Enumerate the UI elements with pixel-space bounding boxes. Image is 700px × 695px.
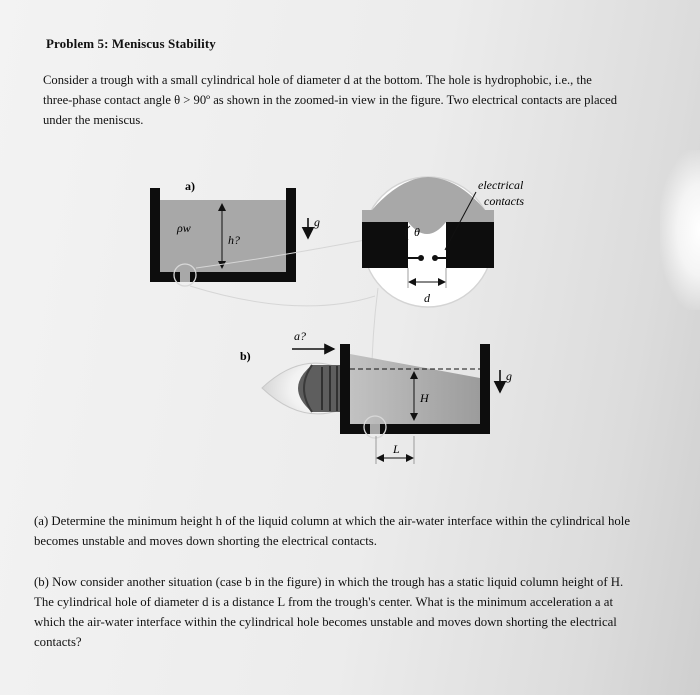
question-a: (a) Determine the minimum height h of the liquid column at which the air-water interface within the cylindrical hole becomes unstable and moves down shorting the electrical contacts. bbox=[34, 514, 631, 548]
density-label: ρw bbox=[177, 221, 191, 235]
h-label: h? bbox=[228, 233, 240, 247]
trough-a-left-wall bbox=[150, 188, 160, 282]
gravity-label-a: g bbox=[314, 215, 320, 229]
zoom-water bbox=[372, 177, 485, 210]
gravity-label-b: g bbox=[506, 369, 512, 383]
trough-b bbox=[340, 344, 490, 438]
contact-left bbox=[418, 255, 424, 261]
water-b bbox=[350, 354, 480, 424]
problem-title: Problem 5: Meniscus Stability bbox=[46, 36, 216, 51]
contacts-label: contacts bbox=[484, 194, 524, 208]
L-label: L bbox=[393, 442, 400, 456]
trough-a bbox=[150, 188, 296, 286]
hole-a bbox=[180, 272, 190, 282]
question-b: (b) Now consider another situation (case b in the figure) in which the trough has a static liquid column height of H. The cylindrical hole of diameter d is a distance L from the trough's center. What is the minimum acceleration a at which the air-water interface within the cylindrical hole becomes unstable and moves down shorting the electrical contacts? bbox=[34, 575, 624, 649]
trough-b-bottom bbox=[340, 424, 490, 434]
hole-b bbox=[370, 424, 380, 434]
trough-a-right-wall bbox=[286, 188, 296, 282]
intro-paragraph: Consider a trough with a small cylindrical hole of diameter d at the bottom. The hole is hydrophobic, i.e., the three-phase contact angle θ > 90º as shown in the zoomed-in view in the figure. Two electrical contacts are placed under the meniscus. bbox=[43, 73, 618, 127]
figure-label-b: b) bbox=[240, 349, 251, 363]
zoom-left-block bbox=[362, 222, 408, 268]
theta-label: θ bbox=[414, 225, 420, 239]
contact-right bbox=[432, 255, 438, 261]
zoom-right-block bbox=[446, 222, 494, 268]
rocket bbox=[262, 363, 342, 414]
page-edge-highlight bbox=[660, 150, 700, 310]
H-label: H bbox=[420, 391, 429, 405]
trough-b-left-wall bbox=[340, 344, 350, 434]
zoom-view bbox=[362, 177, 494, 307]
zoom-connector-lower bbox=[190, 286, 375, 306]
problem-figure bbox=[0, 150, 700, 470]
zoom-water-strip bbox=[362, 210, 494, 222]
water-a bbox=[160, 200, 286, 272]
figure-label-a: a) bbox=[185, 179, 195, 193]
a-label: a? bbox=[294, 329, 306, 343]
electrical-label: electrical bbox=[478, 178, 524, 192]
trough-a-bottom bbox=[150, 272, 296, 282]
d-label: d bbox=[424, 291, 430, 305]
trough-b-right-wall bbox=[480, 344, 490, 434]
